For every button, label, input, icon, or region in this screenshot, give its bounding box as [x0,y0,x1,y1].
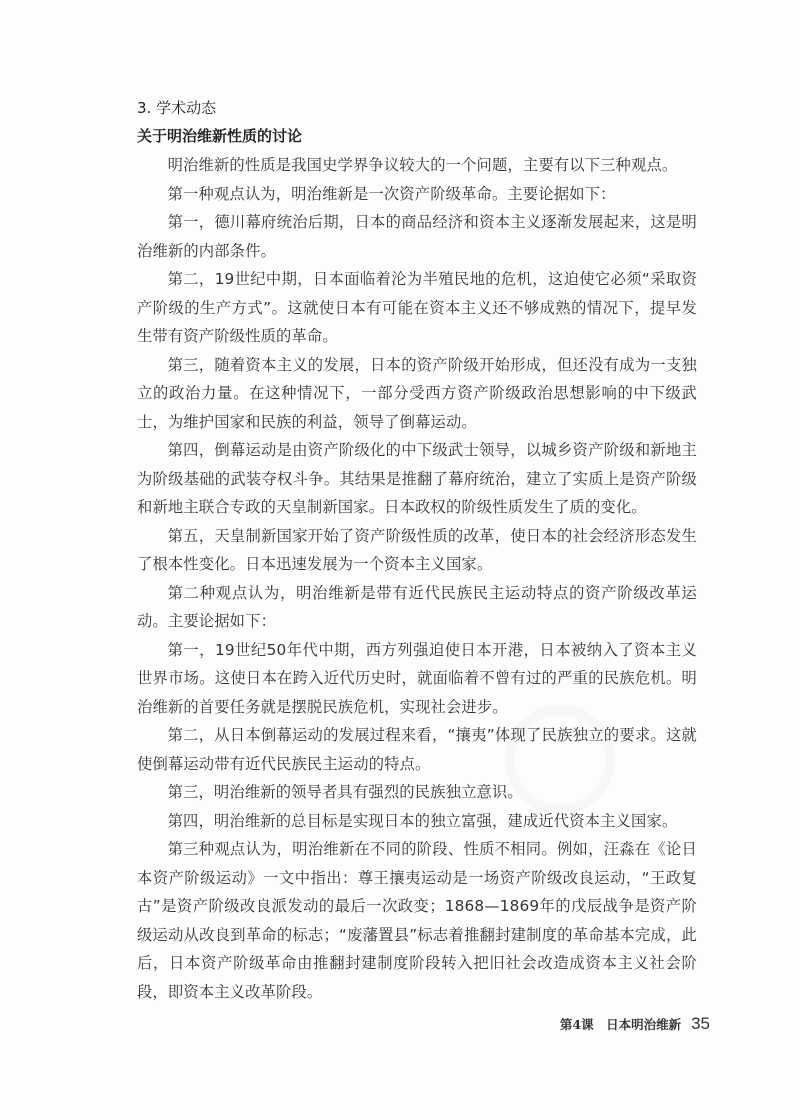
paragraph-view-one-point-3: 第三，随着资本主义的发展，日本的资产阶级开始形成，但还没有成为一支独立的政治力量。在这种情况下，一部分受西方资产阶级政治思想影响的中下级武士，为维护国家和民族的利益，领导了倒幕运动。 [137,355,697,431]
paragraph-view-two-point-4: 第四，明治维新的总目标是实现日本的独立富强，建成近代资本主义国家。 [167,811,678,830]
paragraph-view-one-point-5: 第五，天皇制新国家开始了资产阶级性质的改革，使日本的社会经济形态发生了根本性变化。日本迅速发展为一个资本主义国家。 [137,526,697,573]
paragraph-view-one-point-4: 第四，倒幕运动是由资产阶级化的中下级武士领导，以城乡资产阶级和新地主为阶级基础的武装夺权斗争。其结果是推翻了幕府统治，建立了实质上是资产阶级和新地主联合专政的天皇制新国家。日本政权的阶级性质发生了质的变化。 [137,441,697,516]
paragraph-view-two-point-1: 第一，19世纪50年代中期，西方列强迫使日本开港，日本被纳入了资本主义世界市场。这使日本在跨入近代历史时，就面临着不曾有过的严重的民族危机。明治维新的首要任务就是摆脱民族危机，实现社会进步。 [137,640,697,716]
paragraph-view-one-point-1: 第一，德川幕府统治后期，日本的商品经济和资本主义逐渐发展起来，这是明治维新的内部条件。 [137,213,697,260]
subsection-heading: 关于明治维新性质的讨论 [137,127,303,145]
footer-lesson-title: 第4课 日本明治维新 [559,1017,682,1032]
section-heading: 3. 学术动态 [137,99,217,117]
paragraph-view-one-point-2: 第二，19世纪中期，日本面临着沦为半殖民地的危机，这迫使它必须“采取资产阶级的生产方式”。这就使日本有可能在资本主义还不够成熟的情况下，提早发生带有资产阶级性质的革命。 [137,270,697,345]
paragraph-view-three: 第三种观点认为，明治维新在不同的阶段、性质不相同。例如，汪淼在《论日本资产阶级运动》一文中指出：尊王攘夷运动是一场资产阶级改良运动，“王政复古”是资产阶级改良派发动的最后一次政变；1868—1869年的戊辰战争是资产阶级运动从改良到革命的标志；“废藩置县”标志着推翻封建制度的革命基本完成，此后，日本资产阶级革命由推翻封建制度阶段转入把旧社会改造成资本主义社会阶段，即资本主义改革阶段。 [137,840,697,1001]
paragraph-intro: 明治维新的性质是我国史学界争议较大的一个问题，主要有以下三种观点。 [167,156,678,174]
paragraph-view-two-point-2: 第二，从日本倒幕运动的发展过程来看，“攘夷”体现了民族独立的要求。这就使倒幕运动带有近代民族民主运动的特点。 [137,726,697,773]
page-footer [560,1014,710,1038]
page-content [137,96,697,1006]
page-number: 35 [691,1014,710,1033]
paragraph-view-two: 第二种观点认为，明治维新是带有近代民族民主运动特点的资产阶级改革运动。主要论据如下： [137,583,697,630]
paragraph-view-one: 第一种观点认为，明治维新是一次资产阶级革命。主要论据如下： [167,184,616,203]
paragraph-view-two-point-3: 第三，明治维新的领导者具有强烈的民族独立意识。 [167,783,523,801]
